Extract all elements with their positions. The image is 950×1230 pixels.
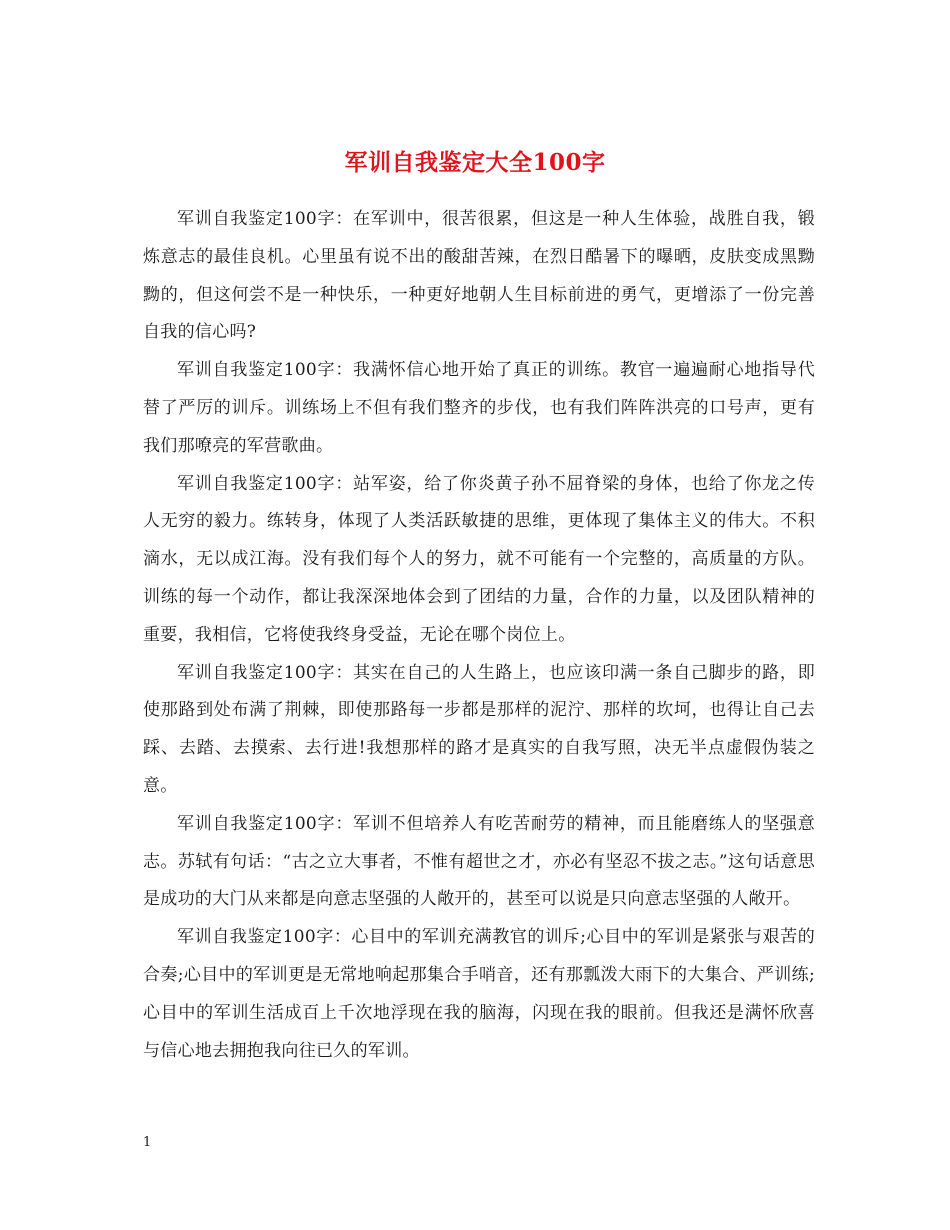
- paragraph-1: 军训自我鉴定100字：在军训中，很苦很累，但这是一种人生体验，战胜自我，锻炼意志的最佳良机。心里虽有说不出的酸甜苦辣，在烈日酷暑下的曝晒，皮肤变成黑黝黝的，但这何尝不是一种快乐，一种更好地朝人生目标前进的勇气，更增添了一份完善自我的信心吗?: [143, 209, 815, 343]
- paragraph-4: 军训自我鉴定100字：其实在自己的人生路上，也应该印满一条自己脚步的路，即使那路到处布满了荆棘，即使那路每一步都是那样的泥泞、那样的坎坷，也得让自己去踩、去踏、去摸索、去行进!我想那样的路才是真实的自我写照，决无半点虚假伪装之意。: [143, 662, 815, 796]
- document-title: 军训自我鉴定大全100字: [344, 149, 606, 177]
- paragraph-5: 军训自我鉴定100字：军训不但培养人有吃苦耐劳的精神，而且能磨练人的坚强意志。苏轼有句话：“古之立大事者，不惟有超世之才，亦必有坚忍不拔之志。”这句话意思是成功的大门从来都是向意志坚强的人敞开的，甚至可以说是只向意志坚强的人敞开。: [143, 813, 815, 910]
- document-body: [143, 201, 815, 1070]
- paragraph-6: 军训自我鉴定100字：心目中的军训充满教官的训斥;心目中的军训是紧张与艰苦的合奏;心目中的军训更是无常地响起那集合手哨音，还有那瓢泼大雨下的大集合、严训练;心目中的军训生活成百上千次地浮现在我的脑海，闪现在我的眼前。但我还是满怀欣喜与信心地去拥抱我向往已久的军训。: [143, 927, 815, 1061]
- paragraph-3: 军训自我鉴定100字：站军姿，给了你炎黄子孙不屈脊梁的身体，也给了你龙之传人无穷的毅力。练转身，体现了人类活跃敏捷的思维，更体现了集体主义的伟大。不积滴水，无以成江海。没有我们每个人的努力，就不可能有一个完整的，高质量的方队。训练的每一个动作，都让我深深地体会到了团结的力量，合作的力量，以及团队精神的重要，我相信，它将使我终身受益，无论在哪个岗位上。: [143, 473, 815, 645]
- page-number: 1: [143, 1135, 152, 1150]
- paragraph-2: 军训自我鉴定100字：我满怀信心地开始了真正的训练。教官一遍遍耐心地指导代替了严厉的训斥。训练场上不但有我们整齐的步伐，也有我们阵阵洪亮的口号声，更有我们那嘹亮的军营歌曲。: [143, 360, 815, 456]
